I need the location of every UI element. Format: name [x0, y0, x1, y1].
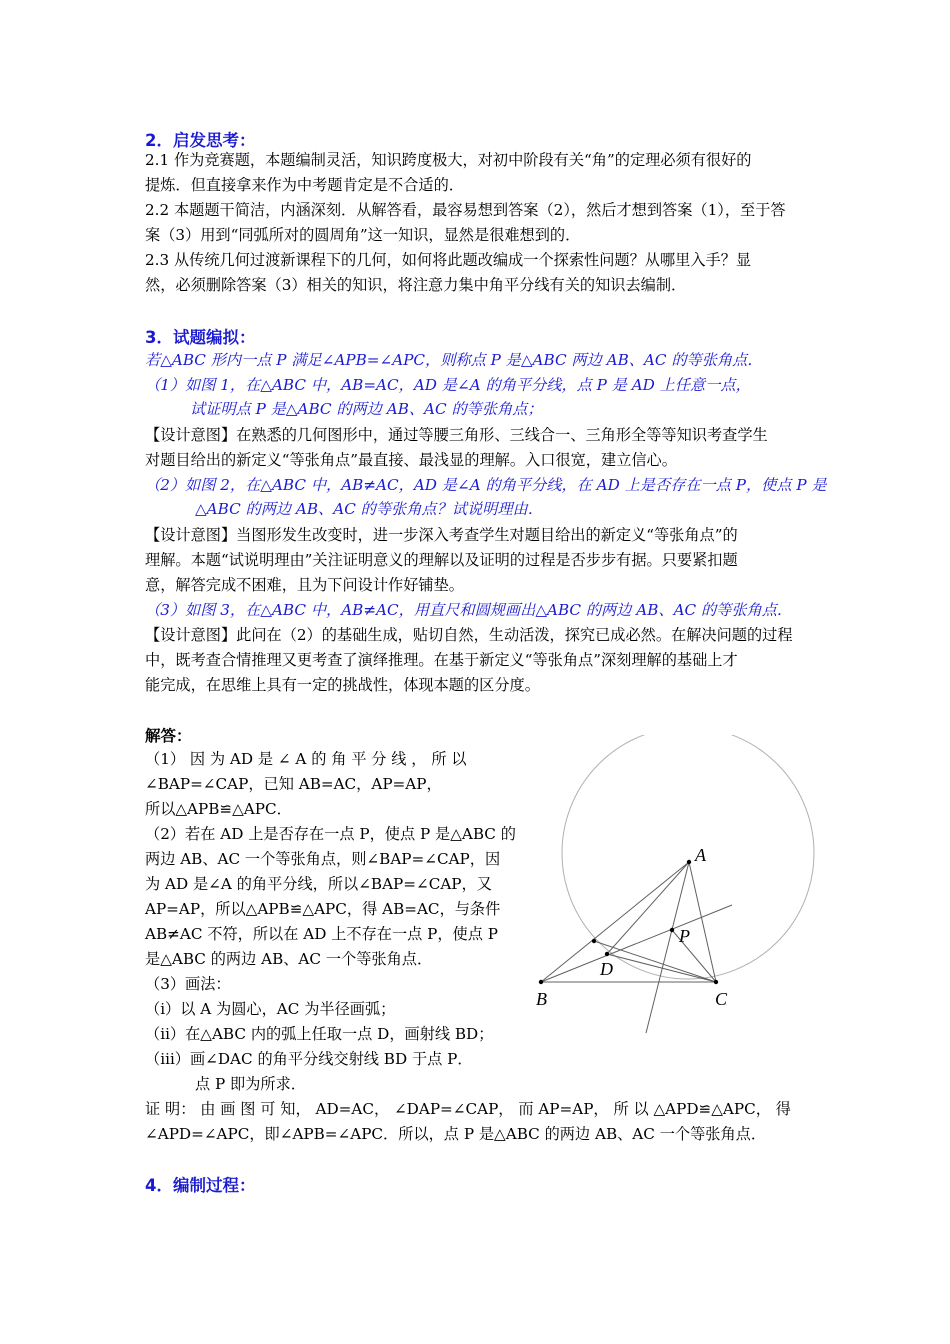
answer-line-14: 点 P 即为所求．	[195, 1075, 306, 1093]
answer-line-10: （3）画法：	[145, 975, 231, 993]
definition-line: 若△ABC 形内一点 P 满足∠APB=∠APC，则称点 P 是△ABC 两边 AB、AC 的等张角点．	[145, 351, 763, 369]
s2-line-4: 案（3）用到“同弧所对的圆周角”这一知识，显然是很难想到的．	[145, 226, 581, 244]
point-P	[670, 928, 674, 932]
segment-AD	[607, 862, 689, 954]
section-3-heading: 3．试题编拟：	[145, 328, 256, 347]
s2-line-1: 2.1 作为竞赛题，本题编制灵活，知识跨度极大，对初中阶段有关“角”的定理必须有很好的	[145, 151, 752, 169]
segment-AC	[689, 862, 716, 982]
design-intent-2-line-1: 【设计意图】当图形发生改变时，进一步深入考查学生对题目给出的新定义“等张角点”的	[145, 526, 738, 544]
point-B	[539, 980, 543, 984]
s2-line-2: 提炼．但直接拿来作为中考题肯定是不合适的．	[145, 176, 464, 194]
proof-line-1: 证 明： 由 画 图 可 知， AD=AC， ∠DAP=∠CAP， 而 AP=AP， 所 以 △APD≌△APC， 得	[145, 1100, 791, 1118]
design-intent-2-line-2: 理解。本题“试说明理由”关注证明意义的理解以及证明的过程是否步步有据。只要紧扣题	[145, 551, 738, 569]
label-C: C	[715, 989, 728, 1009]
s2-line-6: 然，必须删除答案（3）相关的知识，将注意力集中角平分线有关的知识去编制．	[145, 276, 687, 294]
answer-heading: 解答：	[145, 727, 192, 745]
answer-line-3: 所以△APB≌△APC．	[145, 800, 292, 818]
point-E	[592, 939, 596, 943]
design-intent-1-line-1: 【设计意图】在熟悉的几何图形中，通过等腰三角形、三线合一、三角形全等等知识考查学生	[145, 426, 768, 444]
section-2-heading: 2．启发思考：	[145, 131, 256, 150]
label-B: B	[536, 989, 547, 1009]
question-3-line: （3）如图 3，在△ABC 中，AB≠AC，用直尺和圆规画出△ABC 的两边 AB、AC 的等张角点．	[145, 601, 793, 619]
label-P: P	[679, 926, 690, 946]
s2-line-3: 2.2 本题题干简洁，内涵深刻．从解答看，最容易想到答案（2），然后才想到答案（1），至于答	[145, 201, 786, 219]
label-A: A	[695, 845, 706, 865]
s2-line-5: 2.3 从传统几何过渡新课程下的几何，如何将此题改编成一个探索性问题？从哪里入手？显	[145, 251, 752, 269]
design-intent-2-line-3: 意，解答完成不困难，且为下问设计作好铺垫。	[145, 576, 464, 594]
geometry-figure	[520, 735, 820, 1045]
answer-line-5: 两边 AB、AC 一个等张角点，则∠BAP=∠CAP，因	[145, 850, 501, 868]
answer-line-6: 为 AD 是∠A 的角平分线，所以∠BAP=∠CAP，又	[145, 875, 492, 893]
ray-BD	[541, 905, 732, 982]
proof-line-2: ∠APD=∠APC，即∠APB=∠APC．所以，点 P 是△ABC 的两边 AB、AC 一个等张角点．	[145, 1125, 767, 1143]
answer-line-13: （ⅲ）画∠DAC 的角平分线交射线 BD 于点 P．	[145, 1050, 473, 1068]
design-intent-3-line-3: 能完成，在思维上具有一定的挑战性，体现本题的区分度。	[145, 676, 540, 694]
point-D	[605, 952, 609, 956]
section-4-heading: 4．编制过程：	[145, 1176, 256, 1195]
label-D: D	[600, 959, 613, 979]
point-A	[687, 860, 691, 864]
point-C	[714, 980, 718, 984]
question-2-line-2: △ABC 的两边 AB、AC 的等张角点？试说明理由．	[195, 500, 543, 518]
question-2-line-1: （2）如图 2，在△ABC 中，AB≠AC，AD 是∠A 的角平分线，在 AD 上是否存在一点 P，使点 P 是	[145, 476, 827, 494]
segment-DC	[607, 954, 716, 982]
segment-AB	[541, 862, 689, 982]
answer-line-7: AP=AP，所以△APB≌△APC，得 AB=AC，与条件	[145, 900, 501, 918]
answer-line-12: （ⅱ）在△ABC 内的弧上任取一点 D，画射线 BD；	[145, 1025, 494, 1043]
bisector-line	[646, 862, 689, 1033]
answer-line-8: AB≠AC 不符，所以在 AD 上不存在一点 P，使点 P	[145, 925, 498, 943]
answer-line-1: （1） 因 为 AD 是 ∠ A 的 角 平 分 线 ， 所 以	[145, 750, 467, 768]
answer-line-2: ∠BAP=∠CAP，已知 AB=AC，AP=AP，	[145, 775, 442, 793]
design-intent-3-line-1: 【设计意图】此问在（2）的基础生成，贴切自然，生动活泼，探究已成必然。在解决问题的过程	[145, 626, 793, 644]
design-intent-3-line-2: 中，既考查合情推理又更考查了演绎推理。在基于新定义“等张角点”深刻理解的基础上才	[145, 651, 738, 669]
answer-line-11: （ⅰ）以 A 为圆心，AC 为半径画弧；	[145, 1000, 396, 1018]
answer-line-9: 是△ABC 的两边 AB、AC 一个等张角点．	[145, 950, 433, 968]
question-1-line-1: （1）如图 1，在△ABC 中，AB=AC，AD 是∠A 的角平分线，点 P 是 AD 上任意一点，	[145, 376, 751, 394]
answer-line-4: （2）若在 AD 上是否存在一点 P，使点 P 是△ABC 的	[145, 825, 516, 843]
design-intent-1-line-2: 对题目给出的新定义“等张角点”最直接、最浅显的理解。入口很宽，建立信心。	[145, 451, 677, 469]
question-1-line-2: 试证明点 P 是△ABC 的两边 AB、AC 的等张角点；	[190, 400, 543, 418]
